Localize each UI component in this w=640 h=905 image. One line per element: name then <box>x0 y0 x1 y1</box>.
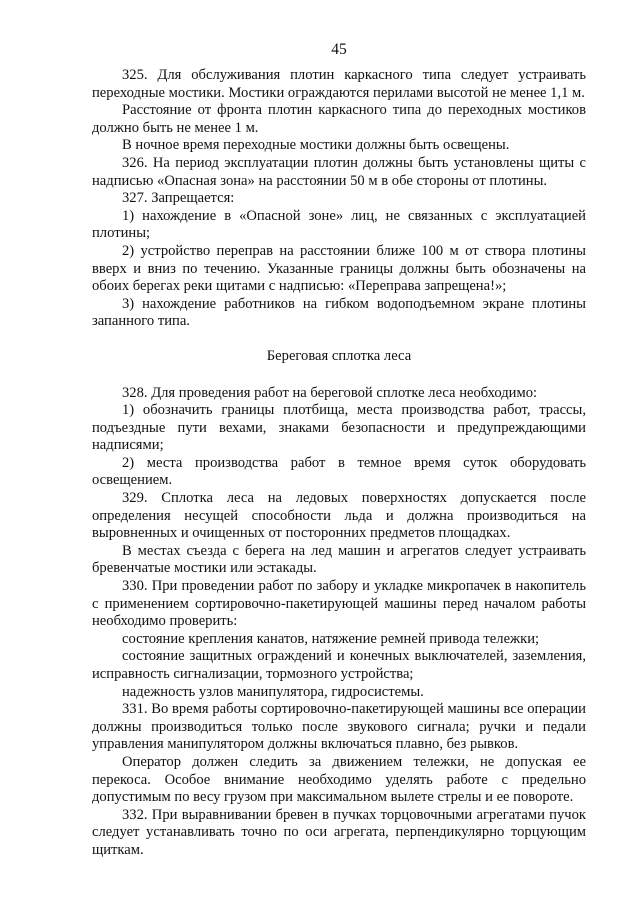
paragraph-328: 328. Для проведения работ на береговой сплотке леса необходимо: <box>122 384 538 401</box>
paragraph-328-item-1: 1) обозначить границы плотбища, места производства работ, трассы, подъездные пути вехами, знаками безопасности и предупреждающими надписями; <box>92 402 586 454</box>
paragraph-332: 332. При выравнивании бревен в пучках торцовочными агрегатами пучок следует устанавливать точно по оси агрегата, перпендикулярно торцующим щиткам. <box>92 806 586 858</box>
paragraph-ice-crossing: В местах съезда с берега на лед машин и агрегатов следует устраивать бревенчатые мостики или эстакады. <box>92 542 586 577</box>
paragraph-330-check-3: надежность узлов манипулятора, гидросистемы. <box>122 683 424 700</box>
paragraph-329: 329. Сплотка леса на ледовых поверхностях допускается после определения несущей способности льда и должна производиться на выровненных и очищенных от посторонних предметов площадках. <box>92 490 586 542</box>
paragraph-distance: Расстояние от фронта плотин каркасного типа до переходных мостиков должно быть не менее 1 м. <box>92 102 586 136</box>
paragraphs-top <box>92 67 586 331</box>
paragraph-330-check-2: состояние защитных ограждений и конечных выключателей, заземления, исправность сигнализации, тормозного устройства; <box>92 648 586 682</box>
paragraph-331: 331. Во время работы сортировочно-пакетирующей машины все операции должны производиться только после звукового сигнала; ручки и педали управления манипулятором должны включаться плавно, без рывков. <box>92 701 586 753</box>
paragraph-night: В ночное время переходные мостики должны быть освещены. <box>122 137 510 154</box>
paragraph-327-item-3: 3) нахождение работников на гибком водоподъемном экране плотины запанного типа. <box>92 295 586 330</box>
page-number: 45 <box>331 41 347 58</box>
paragraph-328-item-2: 2) места производства работ в темное время суток оборудовать освещением. <box>92 454 586 489</box>
paragraph-327-item-2: 2) устройство переправ на расстоянии ближе 100 м от створа плотины вверх и вниз по течению. Указанные границы должны быть обозначены на обоих берегах реки щитами с надписью: «Переправа запрещена!»; <box>92 242 586 295</box>
paragraph-330-check-1: состояние крепления канатов, натяжение ремней привода тележки; <box>122 630 540 647</box>
paragraph-325: 325. Для обслуживания плотин каркасного типа следует устраивать переходные мостики. Мостики ограждаются перилами высотой не менее 1,1 м. <box>92 67 586 101</box>
paragraph-326: 326. На период эксплуатации плотин должны быть установлены щиты с надписью «Опасная зона» на расстоянии 50 м в обе стороны от плотины. <box>92 154 586 189</box>
paragraph-operator: Оператор должен следить за движением тележки, не допуская ее перекоса. Особое внимание необходимо уделять работе с предельно допустимым по весу грузом при максимальном вылете стрелы и ее повороте. <box>92 753 586 806</box>
paragraph-327-item-1: 1) нахождение в «Опасной зоне» лиц, не связанных с эксплуатацией плотины; <box>92 207 586 242</box>
section-heading: Береговая сплотка леса <box>266 347 412 364</box>
paragraphs-bottom <box>92 385 586 860</box>
paragraph-327: 327. Запрещается: <box>122 190 235 207</box>
paragraph-330: 330. При проведении работ по забору и укладке микропачек в накопитель с применением сортировочно-пакетирующей машины перед началом работы необходимо проверить: <box>92 578 586 630</box>
